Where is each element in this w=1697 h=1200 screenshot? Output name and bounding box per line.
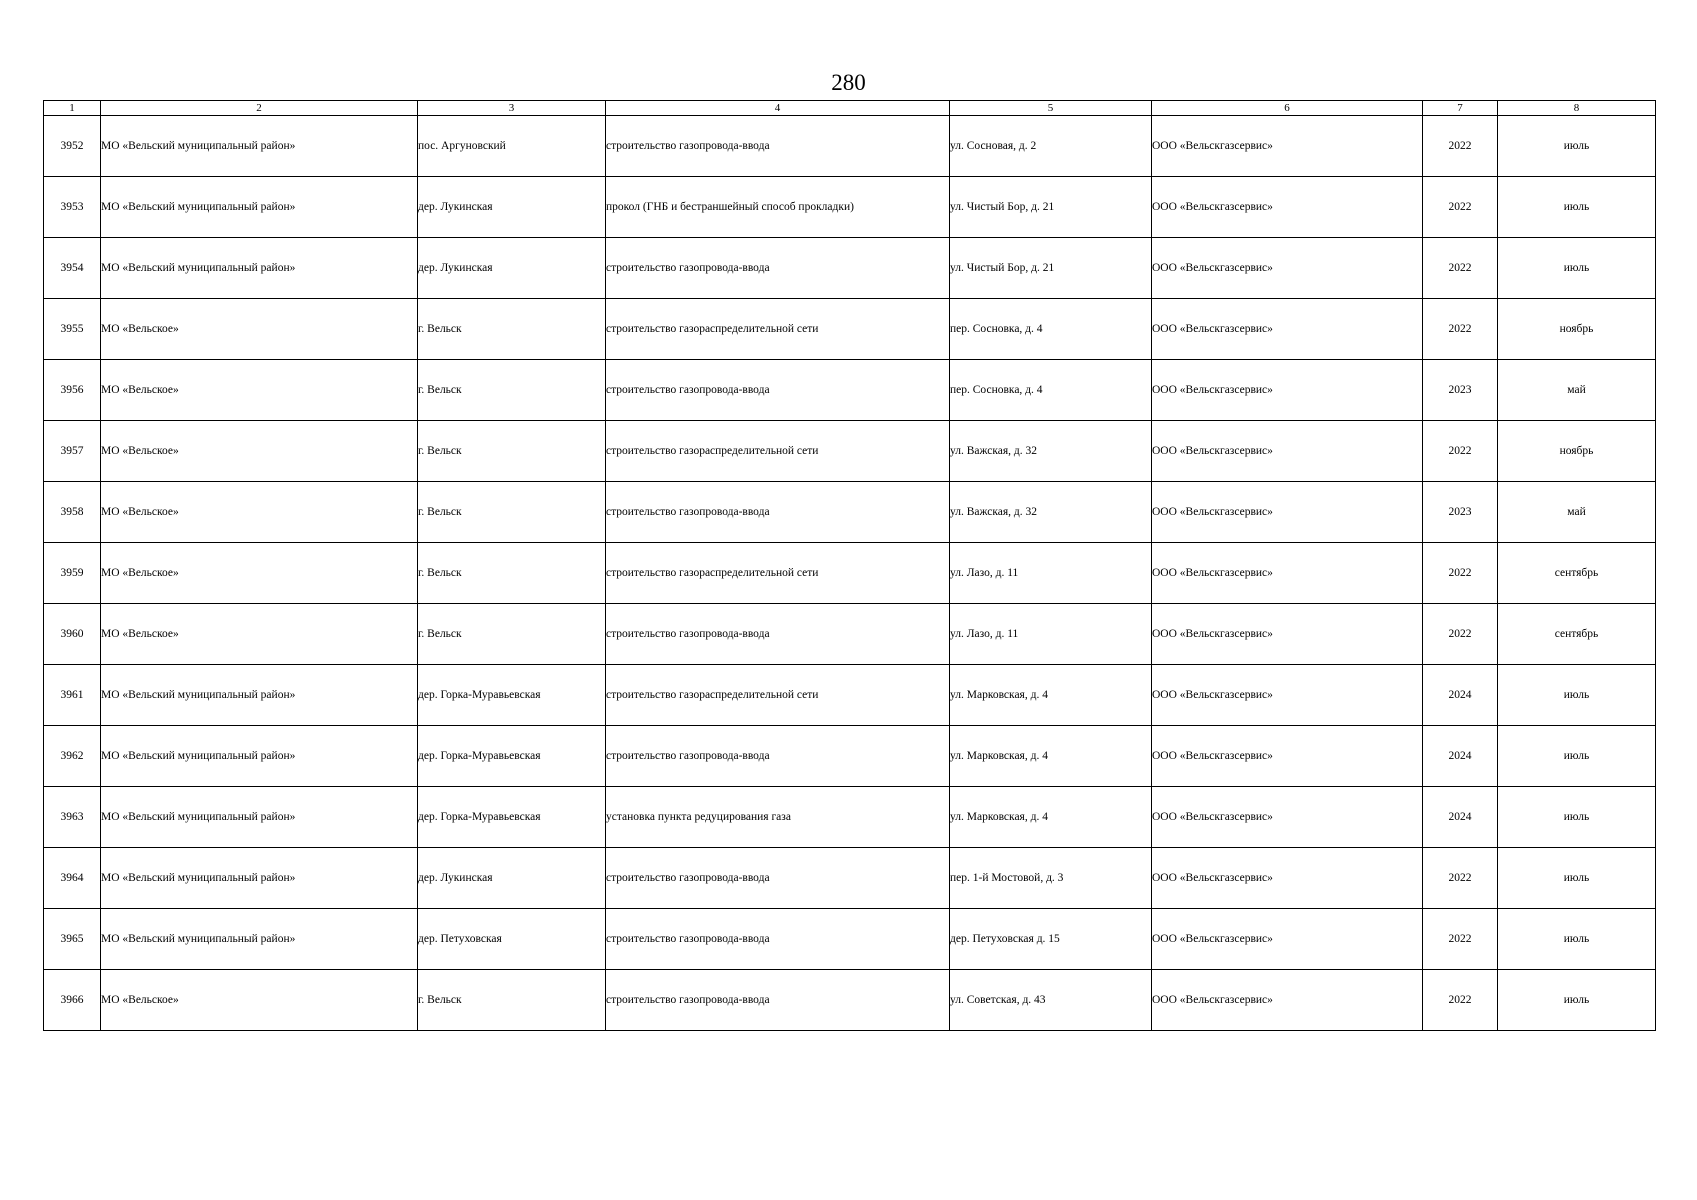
column-header: 8: [1498, 101, 1656, 116]
month-cell: май: [1498, 482, 1656, 543]
municipality-cell: МО «Вельский муниципальный район»: [101, 177, 418, 238]
month-cell: сентябрь: [1498, 543, 1656, 604]
year-cell: 2022: [1423, 543, 1498, 604]
work-type-cell: строительство газопровода-ввода: [606, 848, 950, 909]
municipality-cell: МО «Вельское»: [101, 360, 418, 421]
table-row: [44, 482, 1656, 543]
table-row: [44, 848, 1656, 909]
contractor-cell: ООО «Вельскгазсервис»: [1152, 177, 1423, 238]
municipality-cell: МО «Вельский муниципальный район»: [101, 726, 418, 787]
row-number-cell: 3958: [44, 482, 101, 543]
address-cell: пер. Сосновка, д. 4: [950, 299, 1152, 360]
month-cell: ноябрь: [1498, 299, 1656, 360]
contractor-cell: ООО «Вельскгазсервис»: [1152, 604, 1423, 665]
municipality-cell: МО «Вельский муниципальный район»: [101, 909, 418, 970]
table-row: [44, 543, 1656, 604]
contractor-cell: ООО «Вельскгазсервис»: [1152, 116, 1423, 177]
row-number-cell: 3961: [44, 665, 101, 726]
municipality-cell: МО «Вельский муниципальный район»: [101, 848, 418, 909]
month-cell: май: [1498, 360, 1656, 421]
year-cell: 2022: [1423, 909, 1498, 970]
page-number: 280: [831, 70, 866, 95]
column-number-row: [44, 101, 1656, 116]
year-cell: 2022: [1423, 238, 1498, 299]
column-header: 4: [606, 101, 950, 116]
work-type-cell: строительство газопровода-ввода: [606, 116, 950, 177]
municipality-cell: МО «Вельское»: [101, 604, 418, 665]
settlement-cell: г. Вельск: [418, 421, 606, 482]
contractor-cell: ООО «Вельскгазсервис»: [1152, 970, 1423, 1031]
row-number-cell: 3962: [44, 726, 101, 787]
work-type-cell: строительство газораспределительной сети: [606, 543, 950, 604]
row-number-cell: 3957: [44, 421, 101, 482]
year-cell: 2024: [1423, 665, 1498, 726]
row-number-cell: 3953: [44, 177, 101, 238]
contractor-cell: ООО «Вельскгазсервис»: [1152, 421, 1423, 482]
address-cell: ул. Чистый Бор, д. 21: [950, 238, 1152, 299]
settlement-cell: г. Вельск: [418, 482, 606, 543]
address-cell: ул. Марковская, д. 4: [950, 787, 1152, 848]
address-cell: ул. Советская, д. 43: [950, 970, 1152, 1031]
work-type-cell: установка пункта редуцирования газа: [606, 787, 950, 848]
work-type-cell: строительство газораспределительной сети: [606, 421, 950, 482]
row-number-cell: 3956: [44, 360, 101, 421]
municipality-cell: МО «Вельский муниципальный район»: [101, 238, 418, 299]
settlement-cell: г. Вельск: [418, 543, 606, 604]
work-type-cell: прокол (ГНБ и бестраншейный способ прокладки): [606, 177, 950, 238]
column-header: 1: [44, 101, 101, 116]
year-cell: 2024: [1423, 787, 1498, 848]
month-cell: июль: [1498, 726, 1656, 787]
month-cell: июль: [1498, 787, 1656, 848]
contractor-cell: ООО «Вельскгазсервис»: [1152, 909, 1423, 970]
work-type-cell: строительство газопровода-ввода: [606, 238, 950, 299]
month-cell: июль: [1498, 909, 1656, 970]
municipality-cell: МО «Вельский муниципальный район»: [101, 787, 418, 848]
table-row: [44, 116, 1656, 177]
contractor-cell: ООО «Вельскгазсервис»: [1152, 665, 1423, 726]
contractor-cell: ООО «Вельскгазсервис»: [1152, 482, 1423, 543]
address-cell: ул. Марковская, д. 4: [950, 665, 1152, 726]
contractor-cell: ООО «Вельскгазсервис»: [1152, 848, 1423, 909]
address-cell: ул. Чистый Бор, д. 21: [950, 177, 1152, 238]
address-cell: ул. Лазо, д. 11: [950, 604, 1152, 665]
column-header: 2: [101, 101, 418, 116]
settlement-cell: дер. Лукинская: [418, 848, 606, 909]
settlement-cell: г. Вельск: [418, 604, 606, 665]
row-number-cell: 3955: [44, 299, 101, 360]
address-cell: ул. Марковская, д. 4: [950, 726, 1152, 787]
address-cell: пер. Сосновка, д. 4: [950, 360, 1152, 421]
table-row: [44, 177, 1656, 238]
table-row: [44, 970, 1656, 1031]
settlement-cell: дер. Петуховская: [418, 909, 606, 970]
row-number-cell: 3964: [44, 848, 101, 909]
work-type-cell: строительство газораспределительной сети: [606, 665, 950, 726]
contractor-cell: ООО «Вельскгазсервис»: [1152, 543, 1423, 604]
row-number-cell: 3960: [44, 604, 101, 665]
municipality-cell: МО «Вельское»: [101, 543, 418, 604]
year-cell: 2022: [1423, 177, 1498, 238]
work-type-cell: строительство газопровода-ввода: [606, 726, 950, 787]
municipality-cell: МО «Вельское»: [101, 970, 418, 1031]
month-cell: июль: [1498, 970, 1656, 1031]
year-cell: 2023: [1423, 360, 1498, 421]
year-cell: 2023: [1423, 482, 1498, 543]
table-row: [44, 421, 1656, 482]
row-number-cell: 3954: [44, 238, 101, 299]
table-row: [44, 726, 1656, 787]
address-cell: ул. Сосновая, д. 2: [950, 116, 1152, 177]
month-cell: сентябрь: [1498, 604, 1656, 665]
table-row: [44, 604, 1656, 665]
month-cell: июль: [1498, 177, 1656, 238]
row-number-cell: 3965: [44, 909, 101, 970]
table-row: [44, 360, 1656, 421]
year-cell: 2024: [1423, 726, 1498, 787]
contractor-cell: ООО «Вельскгазсервис»: [1152, 787, 1423, 848]
municipality-cell: МО «Вельский муниципальный район»: [101, 116, 418, 177]
row-number-cell: 3963: [44, 787, 101, 848]
settlement-cell: дер. Горка-Муравьевская: [418, 665, 606, 726]
table-row: [44, 787, 1656, 848]
work-type-cell: строительство газораспределительной сети: [606, 299, 950, 360]
settlement-cell: г. Вельск: [418, 970, 606, 1031]
year-cell: 2022: [1423, 116, 1498, 177]
work-type-cell: строительство газопровода-ввода: [606, 360, 950, 421]
month-cell: ноябрь: [1498, 421, 1656, 482]
table-row: [44, 909, 1656, 970]
settlement-cell: дер. Горка-Муравьевская: [418, 787, 606, 848]
work-type-cell: строительство газопровода-ввода: [606, 604, 950, 665]
table-row: [44, 665, 1656, 726]
settlement-cell: дер. Лукинская: [418, 177, 606, 238]
work-type-cell: строительство газопровода-ввода: [606, 482, 950, 543]
settlement-cell: г. Вельск: [418, 299, 606, 360]
contractor-cell: ООО «Вельскгазсервис»: [1152, 238, 1423, 299]
contractor-cell: ООО «Вельскгазсервис»: [1152, 299, 1423, 360]
gasification-schedule-table: [43, 100, 1656, 1031]
settlement-cell: дер. Лукинская: [418, 238, 606, 299]
year-cell: 2022: [1423, 604, 1498, 665]
municipality-cell: МО «Вельское»: [101, 482, 418, 543]
month-cell: июль: [1498, 848, 1656, 909]
municipality-cell: МО «Вельское»: [101, 421, 418, 482]
row-number-cell: 3952: [44, 116, 101, 177]
settlement-cell: г. Вельск: [418, 360, 606, 421]
address-cell: ул. Важская, д. 32: [950, 421, 1152, 482]
year-cell: 2022: [1423, 970, 1498, 1031]
work-type-cell: строительство газопровода-ввода: [606, 909, 950, 970]
table-row: [44, 238, 1656, 299]
column-header: 7: [1423, 101, 1498, 116]
work-type-cell: строительство газопровода-ввода: [606, 970, 950, 1031]
month-cell: июль: [1498, 665, 1656, 726]
municipality-cell: МО «Вельское»: [101, 299, 418, 360]
address-cell: ул. Лазо, д. 11: [950, 543, 1152, 604]
row-number-cell: 3959: [44, 543, 101, 604]
row-number-cell: 3966: [44, 970, 101, 1031]
column-header: 3: [418, 101, 606, 116]
municipality-cell: МО «Вельский муниципальный район»: [101, 665, 418, 726]
settlement-cell: дер. Горка-Муравьевская: [418, 726, 606, 787]
column-header: 6: [1152, 101, 1423, 116]
contractor-cell: ООО «Вельскгазсервис»: [1152, 726, 1423, 787]
settlement-cell: пос. Аргуновский: [418, 116, 606, 177]
contractor-cell: ООО «Вельскгазсервис»: [1152, 360, 1423, 421]
address-cell: ул. Важская, д. 32: [950, 482, 1152, 543]
year-cell: 2022: [1423, 848, 1498, 909]
year-cell: 2022: [1423, 421, 1498, 482]
month-cell: июль: [1498, 238, 1656, 299]
address-cell: дер. Петуховская д. 15: [950, 909, 1152, 970]
month-cell: июль: [1498, 116, 1656, 177]
year-cell: 2022: [1423, 299, 1498, 360]
address-cell: пер. 1-й Мостовой, д. 3: [950, 848, 1152, 909]
column-header: 5: [950, 101, 1152, 116]
table-row: [44, 299, 1656, 360]
